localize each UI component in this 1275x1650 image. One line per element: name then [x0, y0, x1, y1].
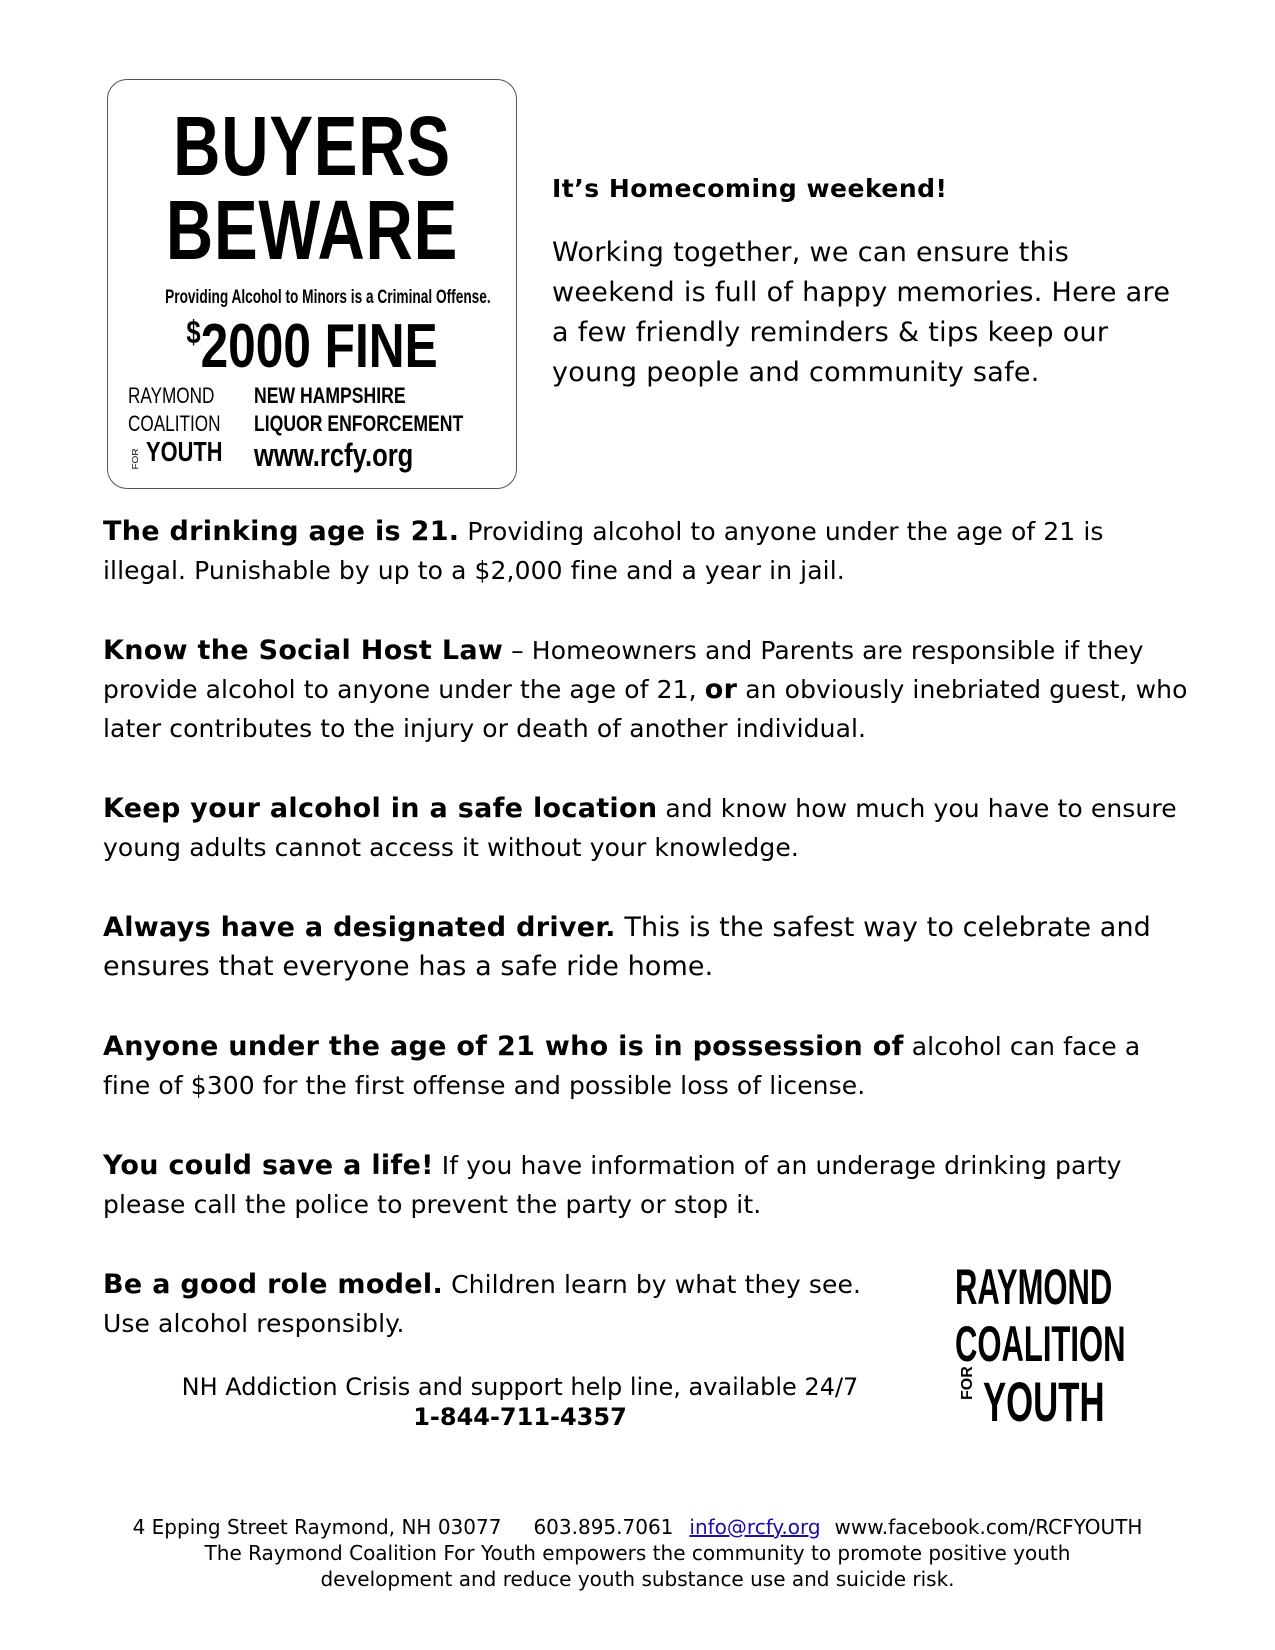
sign-org-logo — [128, 382, 223, 473]
tip-text: Providing alcohol to anyone under the age of 21 is illegal. Punishable by up to a $2,000 fine and a year in jail. — [103, 517, 1104, 585]
footer-phone: 603.895.7061 — [533, 1515, 674, 1539]
tip-text: an obviously inebriated guest, who later contributes to the injury or death of another individual. — [103, 675, 1188, 743]
tip-heading: Anyone under the age of 21 who is in possession of — [103, 1031, 904, 1062]
tip-save-a-life — [103, 1146, 1193, 1224]
helpline-phone: 1-844-711-4357 — [413, 1403, 627, 1431]
rcfy-logo — [955, 1259, 1145, 1433]
tip-heading: Always have a designated driver. — [103, 912, 616, 943]
footer — [60, 1514, 1215, 1592]
tip-text: This is the safest way to celebrate and ensures that everyone has a safe ride home. — [103, 912, 1151, 982]
tip-heading: Keep your alcohol in a safe location — [103, 793, 658, 824]
logo-line-youth: YOUTH — [983, 1370, 1105, 1433]
sign-org-for: FOR — [131, 448, 141, 470]
logo-for: FOR — [959, 1366, 976, 1400]
intro-body: Working together, we can ensure this weekend is full of happy memories. Here are a few friendly reminders & tips keep our young people and community safe. — [552, 237, 1171, 388]
sign-website: www.rcfy.org — [254, 437, 414, 473]
sign-headline-buyers: BUYERS — [173, 99, 451, 193]
sign-fine — [149, 312, 475, 381]
helpline-text: NH Addiction Crisis and support help line, available 24/7 — [181, 1373, 859, 1401]
tip-heading: You could save a life! — [103, 1150, 434, 1181]
footer-mission-line2: development and reduce youth substance use and suicide risk. — [320, 1567, 955, 1591]
tip-text: – Homeowners and Parents are responsible if they provide alcohol to anyone under the age of 21, — [103, 636, 1144, 704]
sign-org-line3: YOUTH — [146, 436, 223, 467]
sign-agency — [254, 382, 464, 473]
tip-text: alcohol can face a fine of $300 for the first offense and possible loss of license. — [103, 1032, 1141, 1100]
footer-mission-line1: The Raymond Coalition For Youth empowers the community to promote positive youth — [204, 1541, 1071, 1565]
tips-list — [103, 512, 1193, 1384]
sign-agency-line1: NEW HAMPSHIRE — [254, 383, 406, 408]
helpline — [140, 1372, 900, 1432]
footer-contact-row — [60, 1514, 1215, 1540]
tip-drinking-age — [103, 512, 1193, 590]
sign-org-line1: RAYMOND — [128, 383, 215, 408]
sign-headline-beware: BEWARE — [165, 183, 459, 277]
footer-address: 4 Epping Street Raymond, NH 03077 — [132, 1515, 502, 1539]
buyers-beware-sign — [107, 79, 517, 489]
tip-social-host-law — [103, 631, 1193, 748]
logo-line-coalition: COALITION — [955, 1316, 1126, 1372]
footer-email-link[interactable]: info@rcfy.org — [689, 1515, 821, 1539]
sign-fine-amount: 2000 FINE — [200, 312, 438, 381]
sign-org-line2: COALITION — [128, 411, 221, 436]
sign-fine-dollar: $ — [186, 314, 201, 350]
tip-text: If you have information of an underage drinking party please call the police to prevent the party or stop it. — [103, 1151, 1122, 1219]
intro-title: It’s Homecoming weekend! — [552, 174, 948, 203]
logo-line-raymond: RAYMOND — [955, 1259, 1113, 1315]
tip-designated-driver — [103, 908, 1193, 986]
tip-text: Children learn by what they see. Use alcohol responsibly. — [103, 1270, 861, 1338]
tip-emphasis-or: or — [704, 674, 738, 705]
tip-possession — [103, 1027, 1193, 1105]
tip-heading: Know the Social Host Law — [103, 635, 504, 666]
tip-heading: Be a good role model. — [103, 1269, 444, 1300]
tip-safe-location — [103, 789, 1193, 867]
intro-section — [552, 174, 1192, 393]
tip-role-model — [103, 1265, 903, 1343]
sign-subtitle: Providing Alcohol to Minors is a Criminal Offense. — [165, 287, 491, 308]
tip-text: and know how much you have to ensure young adults cannot access it without your knowledge. — [103, 794, 1177, 862]
tip-heading: The drinking age is 21. — [103, 516, 460, 547]
sign-agency-line2: LIQUOR ENFORCEMENT — [254, 411, 464, 436]
footer-facebook: www.facebook.com/RCFYOUTH — [834, 1515, 1143, 1539]
